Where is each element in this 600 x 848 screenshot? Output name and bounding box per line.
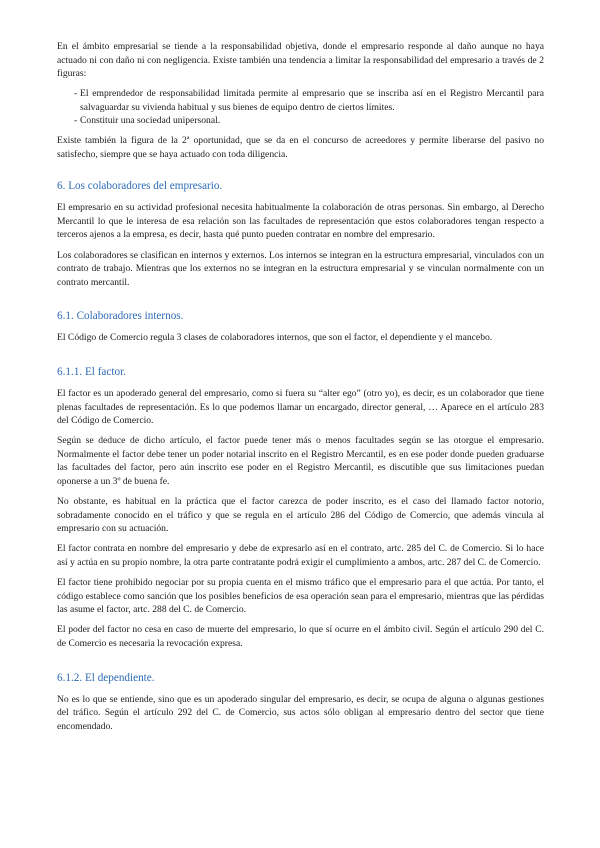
bullet-dash: - xyxy=(74,115,78,127)
section-6-paragraph-2: Los colaboradores se clasifican en internos y externos. Los internos se integran en la estructura empresarial, vinculados con un contrato de trabajo. Mientras que los externos no se integran en la estructura empresarial y se vinculan normalmente con un contrato mercantil. xyxy=(57,249,544,288)
section-6-1-paragraph: El Código de Comercio regula 3 clases de colaboradores internos, que son el factor, el dependiente y el mancebo. xyxy=(57,332,493,344)
factor-paragraph-3: No obstante, es habitual en la práctica que el factor carezca de poder inscrito, es el caso del llamado factor notorio, sobradamente conocido en el tráfico y que se regula en el artículo 286 del Código de Comercio, que además vincula al empresario con su actuación. xyxy=(57,496,544,535)
limitation-figures-list xyxy=(57,87,544,128)
section-6-1-heading: 6.1. Colaboradores internos. xyxy=(57,310,184,323)
bullet-dash: - xyxy=(74,88,78,100)
factor-paragraph-6: El poder del factor no cesa en caso de muerte del empresario, lo que sí ocurre en el ámbito civil. Según el artículo 290 del C. de Comercio es necesaria la revocación expresa. xyxy=(57,624,544,649)
list-item xyxy=(57,87,544,114)
document-page xyxy=(57,40,544,740)
section-6-heading: 6. Los colaboradores del empresario. xyxy=(57,180,223,193)
dependiente-paragraph: No es lo que se entiende, sino que es un apoderado singular del empresario, es decir, se ocupa de alguna o algunas gestiones del tráfico. Según el artículo 292 del C. de Comercio, sus actos sólo obligan al empresario dentro del sector que tiene encomendado. xyxy=(57,693,544,732)
factor-paragraph-2: Según se deduce de dicho artículo, el factor puede tener más o menos facultades según se las otorgue el empresario. Normalmente el factor debe tener un poder notarial inscrito en el Registro Mercantil, es en ese poder donde pueden graduarse las facultades del factor, pero aún inscrito ese poder en el Registro Mercantil, es discutible que sus limitaciones puedan oponerse a un 3º de buena fe. xyxy=(57,435,544,487)
list-item xyxy=(57,114,544,128)
factor-paragraph-1: El factor es un apoderado general del empresario, como si fuera su “alter ego” (otro yo), es decir, es un colaborador que tiene plenas facultades de representación. Es lo que podemos llamar un encargado, director general, … Aparece en el artículo 283 del Código de Comercio. xyxy=(57,387,544,427)
intro-paragraph: En el ámbito empresarial se tiende a la responsabilidad objetiva, donde el empresario responde al daño aunque no haya actuado ni con daño ni con negligencia. Existe también una tendencia a limitar la responsabilidad del empresario a través de 2 figuras: xyxy=(57,41,544,80)
section-6-1-2-heading: 6.1.2. El dependiente. xyxy=(57,671,155,684)
section-6-paragraph-1: El empresario en su actividad profesional necesita habitualmente la colaboración de otras personas. Sin embargo, al Derecho Mercantil lo que le interesa de esa relación son las facultades de representación que estos colaboradores tengan respecto a terceros ajenos a la empresa, es decir, hasta qué punto pueden contratar en nombre del empresario. xyxy=(57,202,544,241)
factor-paragraph-5: El factor tiene prohibido negociar por su propia cuenta en el mismo tráfico que el empresario para el que actúa. Por tanto, el código establece como sanción que los posibles beneficios de esa operación sean para el empresario, mientras que las pérdidas las asume el factor, artc. 288 del C. de Comercio. xyxy=(57,577,544,616)
list-item-text: El emprendedor de responsabilidad limitada permite al empresario que se inscriba así en el Registro Mercantil para salvaguardar su vivienda habitual y sus bienes de equipo dentro de ciertos límites. xyxy=(80,88,544,113)
list-item-text: Constituir una sociedad unipersonal. xyxy=(80,115,221,127)
second-opportunity-paragraph: Existe también la figura de la 2ª oportunidad, que se da en el concurso de acreedores y permite liberarse del pasivo no satisfecho, siempre que se haya actuado con toda diligencia. xyxy=(57,135,544,160)
section-6-1-1-heading: 6.1.1. El factor. xyxy=(57,365,126,378)
factor-paragraph-4: El factor contrata en nombre del empresario y debe de expresarlo así en el contrato, artc. 285 del C. de Comercio. Si lo hace así y actúa en su propio nombre, la otra parte contratante podrá exigir el cumplimiento a ambos, artc. 287 del C. de Comercio. xyxy=(57,543,544,568)
